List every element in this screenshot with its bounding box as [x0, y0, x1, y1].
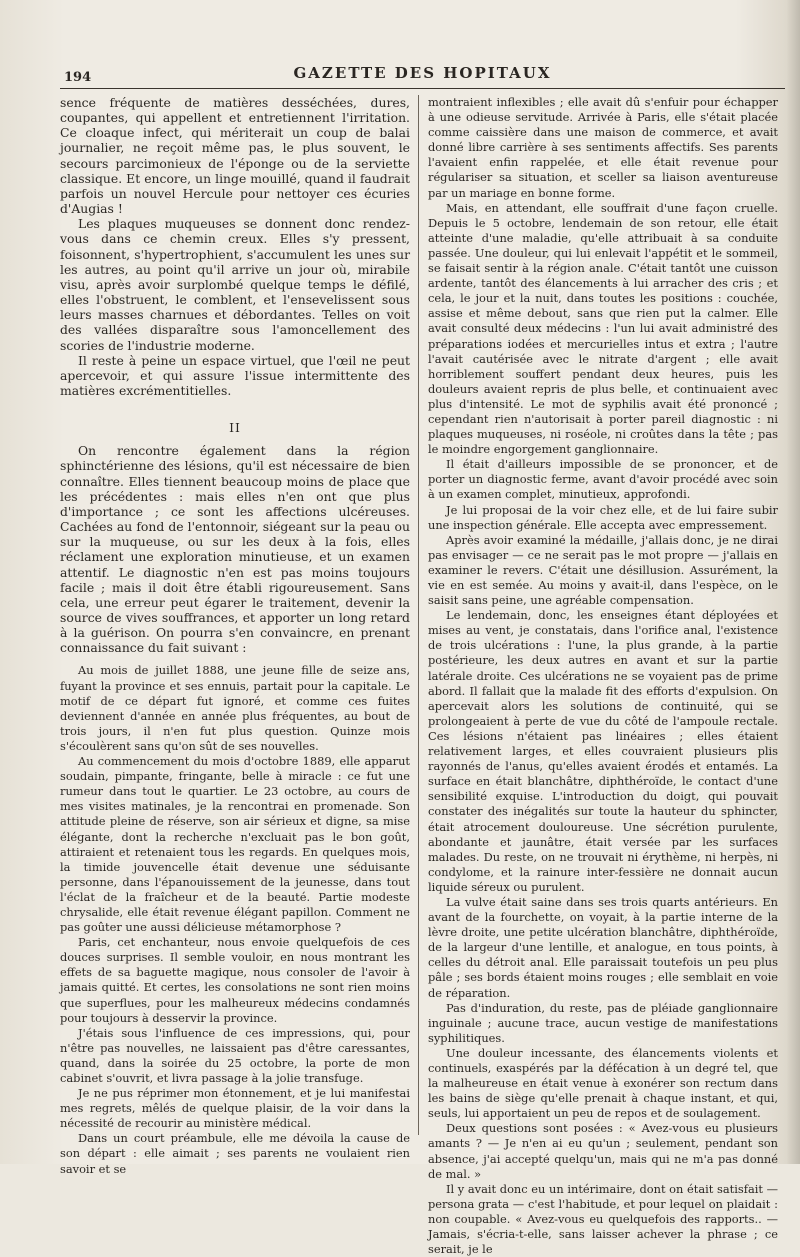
left-column: [60, 95, 410, 1177]
case-paragraph: Au mois de juillet 1888, une jeune fille de seize ans, fuyant la province et ses ennuis, partait pour la capitale. Le motif de ce départ fut ignoré, et comme ces fuites deviennent d'année en année plus fréquentes, au bout de trois jours, il n'en fut plus question. Quinze mois s'écoulèrent sans qu'on sût de ses nouvelles.: [60, 663, 410, 753]
paragraph: Les plaques muqueuses se donnent donc rendez-vous dans ce chemin creux. Elles s'y pressent, foisonnent, s'hypertrophient, s'accumulent les unes sur les autres, au point qu'il arrive un jour où, mirabile visu, après avoir surplombé quelque temps le défilé, elles l'obstruent, le comblent, et l'ensevelissent sous leurs masses charnues et débordantes. Telles on voit des vallées disparaître sous l'amoncellement des scories de l'industrie moderne.: [60, 216, 410, 353]
page-number: 194: [64, 70, 92, 85]
paragraph: Pas d'induration, du reste, pas de pléiade ganglionnaire inguinale ; aucune trace, aucun vestige de manifestations syphilitiques.: [428, 1000, 778, 1045]
paragraph: On rencontre également dans la région sphinctérienne des lésions, qu'il est nécessaire de bien connaître. Elles tiennent beaucoup moins de place que les précédentes : mais elles n'en ont que plus d'importance ; ce sont les affections ulcéreuses. Cachées au fond de l'entonnoir, siégeant sur la peau ou sur la muqueuse, ou sur les deux à la fois, elles réclament une exploration minutieuse, et un examen attentif. Le diagnostic n'en est pas moins toujours facile ; mais il doit être établi rigoureusement. Sans cela, une erreur peut égarer le traitement, devenir la source de vives souffrances, et apporter un long retard à la guérison. On pourra s'en convaincre, en prenant connaissance du fait suivant :: [60, 443, 410, 656]
paragraph: sence fréquente de matières desséchées, dures, coupantes, qui appellent et entretiennent l'irritation. Ce cloaque infect, qui mériterait un coup de balai journalier, ne reçoit même pas, le plus souvent, le secours parcimonieux de l'éponge ou de la serviette classique. Et encore, un linge mouillé, quand il faudrait parfois un nouvel Hercule pour nettoyer ces écuries d'Augias !: [60, 95, 410, 217]
case-paragraph: Dans un court préambule, elle me dévoila la cause de son départ : elle aimait ; ses parents ne voulaient rien savoir et se: [60, 1131, 410, 1176]
right-column: [428, 95, 778, 1257]
paragraph: Mais, en attendant, elle souffrait d'une façon cruelle. Depuis le 5 octobre, lendemain de son retour, elle était atteinte d'une maladie, qu'elle attribuait à sa conduite passée. Une douleur, qui lui enlevait l'appétit et le sommeil, se faisait sentir à la région anale. C'était tantôt une cuisson ardente, tantôt des élancements à lui arracher des cris ; et cela, le jour et la nuit, dans toutes les positions : couchée, assise et même debout, sans que rien put la calmer. Elle avait consulté deux médecins : l'un lui avait administré des préparations iodées et mercurielles intus et extra ; l'autre l'avait cautérisée avec le nitrate d'argent ; elle avait horriblement souffert pendant deux heures, puis les douleurs avaient repris de plus belle, et continuaient avec plus d'intensité. Le mot de syphilis avait été prononcé ; cependant rien n'autorisait à porter pareil diagnostic : ni plaques muqueuses, ni roséole, ni croûtes dans la tête ; pas le moindre engorgement ganglionnaire.: [428, 200, 778, 457]
running-header: [60, 62, 785, 89]
case-paragraph: Paris, cet enchanteur, nous envoie quelquefois de ces douces surprises. Il semble vouloir, en nous montrant les effets de sa baguette magique, nous consoler de l'avoir à jamais quitté. Et certes, les consolations ne sont rien moins que superflues, pour les malheureux médecins condamnés pour toujours à desservir la province.: [60, 935, 410, 1025]
paragraph: montraient inflexibles ; elle avait dû s'enfuir pour échapper à une odieuse servitude. Arrivée à Paris, elle s'était placée comme caissière dans une maison de commerce, et avait donné libre carrière à ses sentiments affectifs. Ses parents l'avaient enfin rappelée, et elle était revenue pour régulariser sa situation, et sceller sa liaison aventureuse par un mariage en bonne forme.: [428, 95, 778, 200]
paragraph: Après avoir examiné la médaille, j'allais donc, je ne dirai pas envisager — ce ne serait pas le mot propre — j'allais en examiner le revers. C'était une désillusion. Assurément, la vie en est semée. Au moins y avait-il, dans l'espèce, on le saisit sans peine, une agréable compensation.: [428, 532, 778, 608]
column-divider: [418, 95, 419, 1135]
paragraph: Il y avait donc eu un intérimaire, dont on était satisfait — persona grata — c'est l'habitude, et pour lequel on plaidait : non coupable. « Avez-vous eu quelquefois des rapports.. — Jamais, s'écria-t-elle, sans laisser achever la phrase ; ce serait, je le: [428, 1181, 778, 1257]
paragraph: Il reste à peine un espace virtuel, que l'œil ne peut apercevoir, et qui assure l'issue intermittente des matières excrémentitielles.: [60, 352, 410, 398]
paragraph: La vulve était saine dans ses trois quarts antérieurs. En avant de la fourchette, on voyait, à la partie interne de la lèvre droite, une petite ulcération blanchâtre, diphthéroïde, de la largeur d'une lentille, et analogue, en tous points, à celles du détroit anal. Elle paraissait toutefois un peu plus pâle ; ses bords étaient moins rouges ; elle semblait en voie de réparation.: [428, 894, 778, 1000]
journal-title: GAZETTE DES HOPITAUX: [293, 64, 552, 82]
case-paragraph: J'étais sous l'influence de ces impressions, qui, pour n'être pas nouvelles, ne laissaient pas d'être caressantes, quand, dans la soirée du 25 octobre, la porte de mon cabinet s'ouvrit, et livra passage à la jolie transfuge.: [60, 1025, 410, 1085]
page-edge-shadow: [786, 0, 800, 1164]
paragraph: Une douleur incessante, des élancements violents et continuels, exaspérés par la défécation à un degré tel, que la malheureuse en était venue à exonérer son rectum dans les bains de siège qu'elle prenait à chaque instant, et qui, seuls, lui apportaient un peu de repos et de soulagement.: [428, 1045, 778, 1121]
case-paragraph: Au commencement du mois d'octobre 1889, elle apparut soudain, pimpante, fringante, belle à miracle : ce fut une rumeur dans tout le quartier. Le 23 octobre, au cours de mes visites matinales, je la rencontrai en promenade. Son attitude pleine de réserve, son air sérieux et digne, sa mise élégante, dont la recherche n'excluait pas le bon goût, attiraient et retenaient tous les regards. En quelques mois, la timide jouvencelle était devenue une séduisante personne, dans l'épanouissement de la jeunesse, dans tout l'éclat de la fraîcheur et de la beauté. Partie modeste chrysalide, elle était revenue élégant papillon. Comment ne pas goûter une aussi délicieuse métamorphose ?: [60, 754, 410, 935]
case-report: [60, 663, 410, 1176]
section-number: II: [229, 420, 241, 436]
paragraph: Il était d'ailleurs impossible de se prononcer, et de porter un diagnostic ferme, avant d'avoir procédé avec soin à un examen complet, minutieux, approfondi.: [428, 457, 778, 502]
paragraph: Le lendemain, donc, les enseignes étant déployées et mises au vent, je constatais, dans l'orifice anal, l'existence de trois ulcérations : l'une, la plus grande, à la partie postérieure, les deux autres en avant et sur la partie latérale droite. Ces ulcérations ne se voyaient pas de prime abord. Il fallait que la malade fit des efforts d'expulsion. On apercevait alors les solutions de continuité, qui se prolongeaient à perte de vue du côté de l'ampoule rectale. Ces lésions n'étaient pas linéaires ; elles étaient relativement larges, et elles couvraient plusieurs plis rayonnés de l'anus, qu'elles avaient érodés et entamés. La surface en était blanchâtre, diphthéroïde, le contact d'une sensibilité exquise. L'introduction du doigt, qui pouvait constater des inégalités sur toute la hauteur du sphincter, était atrocement douloureuse. Une sécrétion purulente, abondante et jaunâtre, était versée par les surfaces malades. Du reste, on ne trouvait ni érythème, ni herpès, ni condylome, et la rainure inter-fessière ne donnait aucun liquide séreux ou purulent.: [428, 608, 778, 894]
paragraph: Je lui proposai de la voir chez elle, et de lui faire subir une inspection générale. Elle accepta avec empressement.: [428, 502, 778, 532]
case-paragraph: Je ne pus réprimer mon étonnement, et je lui manifestai mes regrets, mêlés de quelque plaisir, de la voir dans la nécessité de recourir au ministère médical.: [60, 1086, 410, 1131]
paragraph: Deux questions sont posées : « Avez-vous eu plusieurs amants ? — Je n'en ai eu qu'un ; seulement, pendant son absence, j'ai accepté quelqu'un, mais qui ne m'a pas donné de mal. »: [428, 1121, 778, 1181]
